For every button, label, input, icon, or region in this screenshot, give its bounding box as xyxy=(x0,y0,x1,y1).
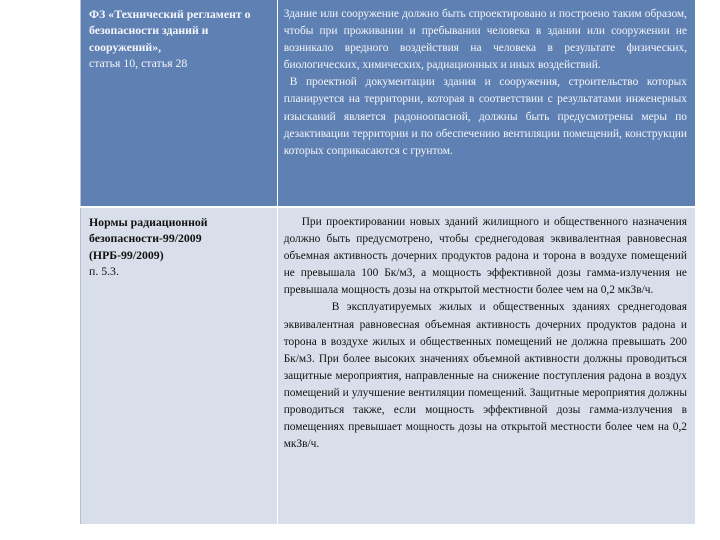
law-reference: п. 5.3. xyxy=(89,264,119,279)
requirement-paragraph: Здание или сооружение должно быть спроектировано и построено таким образом, чтобы при проживании и пребывании человека в здании или сооружении не возникало вредного воздействия на человека в результате физических, биологических, химических, радиационных и иных воздействий. xyxy=(283,8,687,72)
table-row xyxy=(81,208,695,524)
law-reference: статья 10, статья 28 xyxy=(89,56,188,71)
requirement-cell xyxy=(278,208,695,524)
requirement-paragraph: При проектировании новых зданий жилищного и общественного назначения должно быть предусмотрено, чтобы среднегодовая эквивалентная равновесная объемная активность дочерних продуктов радона и торона в воздухе помещений не превышала 100 Бк/м3, а мощность эффективной дозы гамма-излучения не превышала мощность дозы на открытой местности более чем на 0,2 мкЗв/ч. xyxy=(283,216,687,297)
regulations-table xyxy=(80,0,695,524)
table-row xyxy=(81,0,695,206)
law-title: ФЗ «Технический регламент о безопасности зданий и сооружений», xyxy=(89,7,251,54)
law-cell xyxy=(81,0,277,206)
law-title: Нормы радиационной безопасности-99/2009 (НРБ-99/2009) xyxy=(89,215,208,262)
requirement-paragraph: В эксплуатируемых жилых и общественных зданиях среднегодовая эквивалентная равновесная объемная активность дочерних продуктов радона и торона в воздухе жилых и общественных помещений не должна превышать 200 Бк/м3. При более высоких значениях объемной активности должны проводиться защитные мероприятия, направленные на снижение поступления радона в воздух помещений и улучшение вентиляции помещений. Защитные мероприятия должны проводиться также, если мощность эффективной дозы гамма-излучения в помещениях превышает мощность дозы на открытой местности более чем на 0,2 мкЗв/ч. xyxy=(283,301,687,451)
row-separator xyxy=(80,206,694,208)
requirement-paragraph: В проектной документации здания и сооружения, строительство которых планируется на территории, которая в соответствии с результатами инженерных изысканий является радоноопасной, должны быть предусмотрены меры по дезактивации территории и по обеспечению вентиляции помещений, конструкции которых соприкасаются с грунтом. xyxy=(283,76,687,157)
requirement-cell xyxy=(278,0,695,206)
law-cell xyxy=(81,208,277,524)
